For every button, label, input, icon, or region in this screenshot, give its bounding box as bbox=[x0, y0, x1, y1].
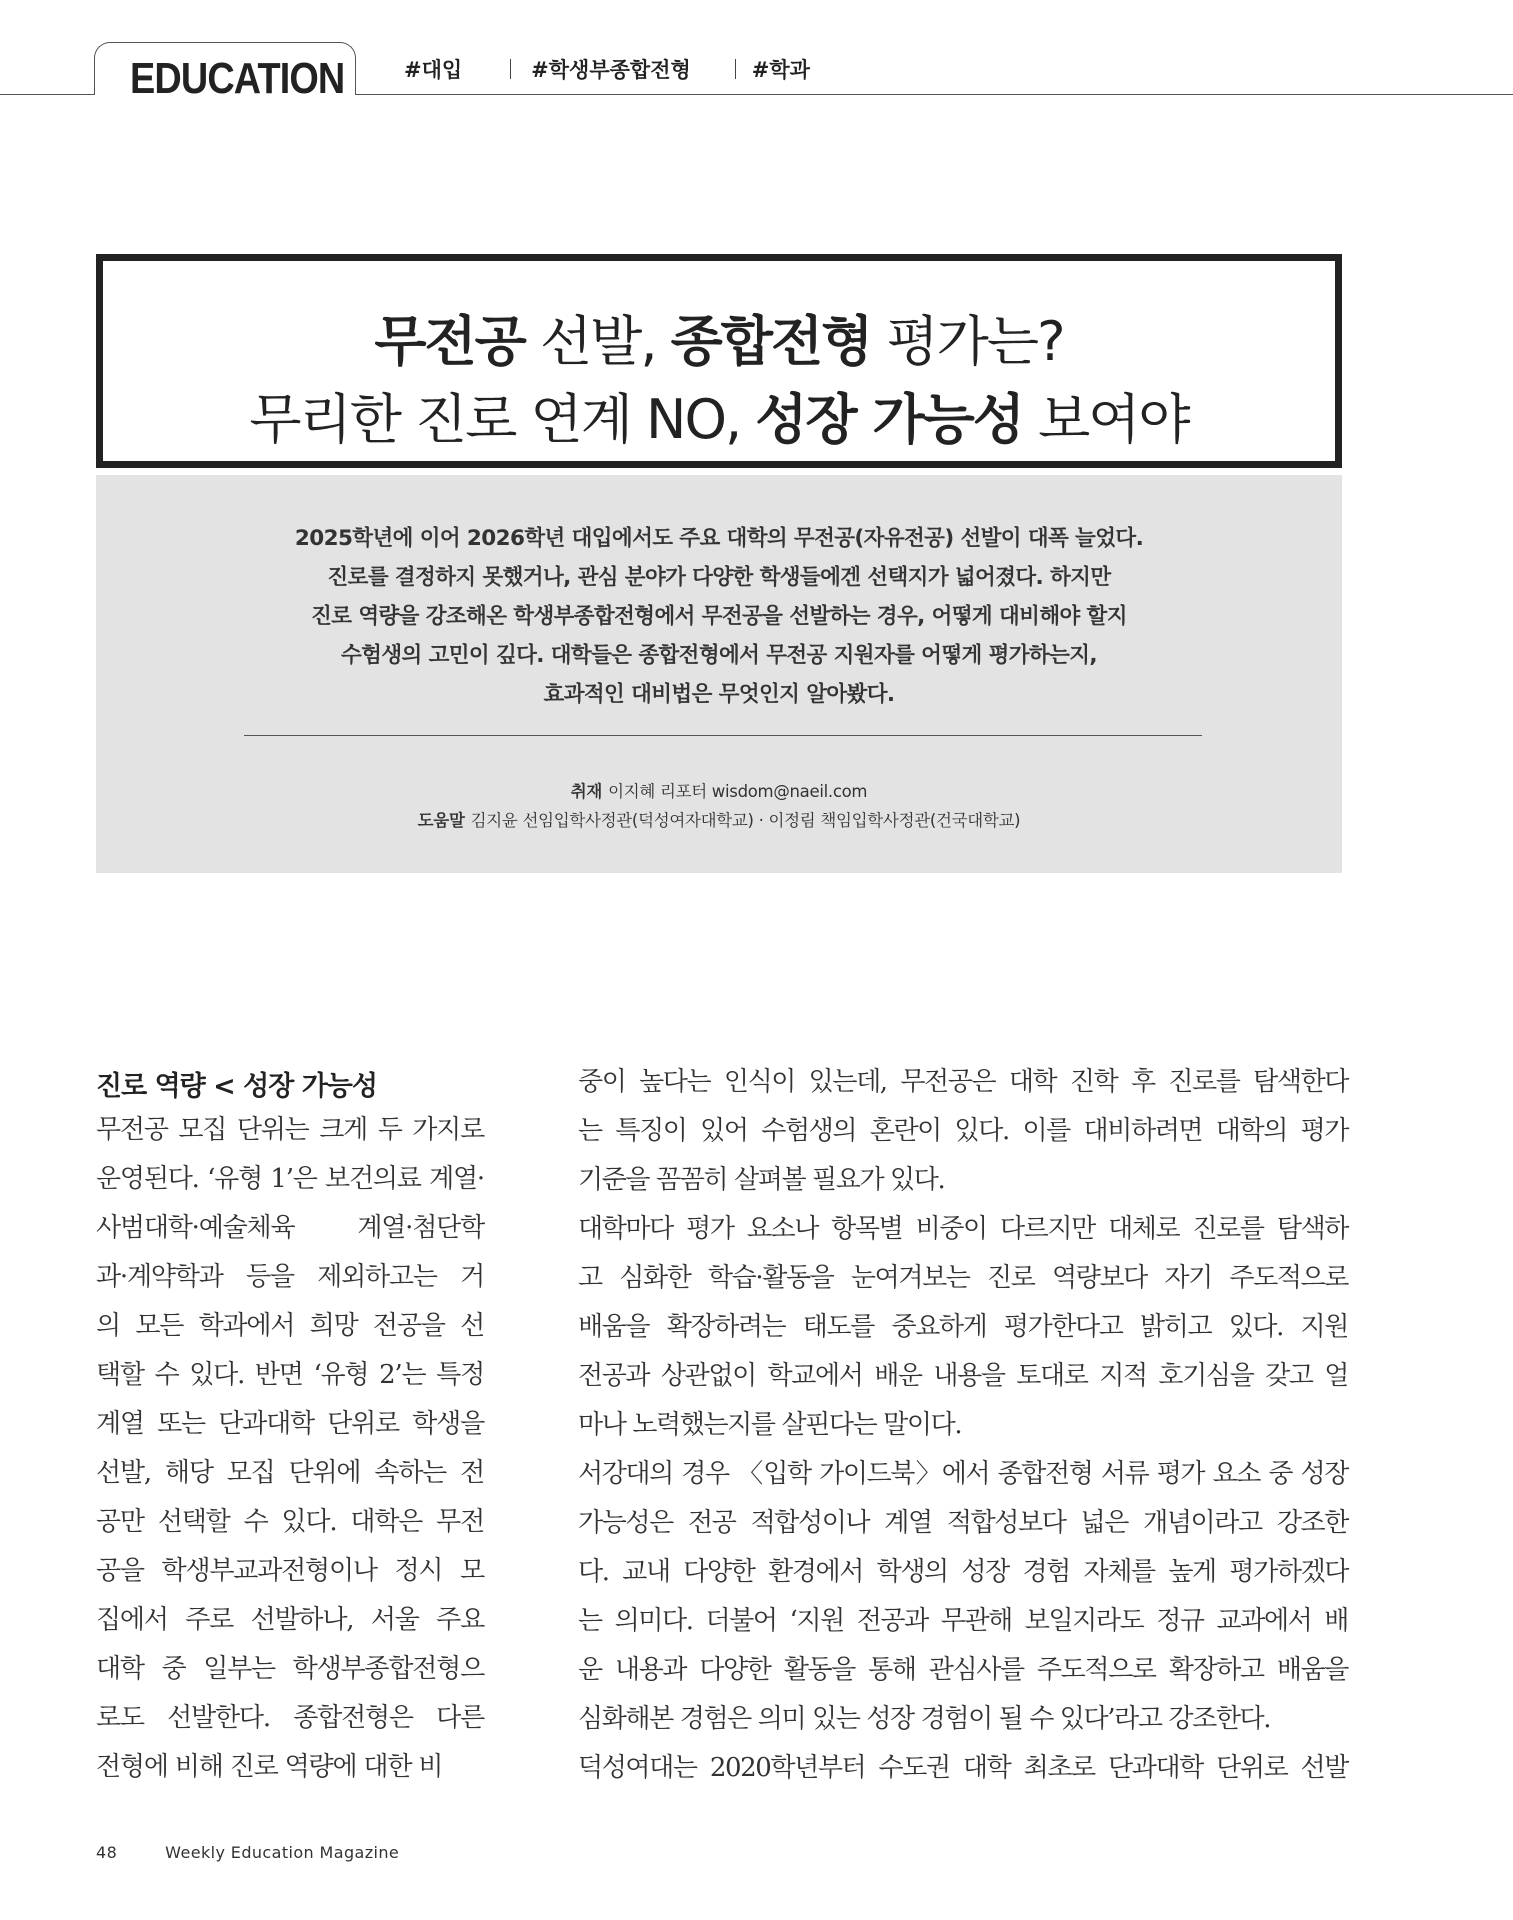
tag-item: #학생부종합전형 bbox=[531, 58, 691, 82]
advisor-label: 도움말 bbox=[417, 811, 465, 830]
reporter-credit bbox=[96, 777, 1342, 806]
body-line: 고 심화한 학습·활동을 눈여겨보는 진로 역량보다 자기 주도적으로 bbox=[578, 1263, 1348, 1293]
tag-item: #학과 bbox=[751, 58, 810, 82]
body-column-left bbox=[96, 1106, 484, 1792]
body-line: 집에서 주로 선발하나, 서울 주요 bbox=[96, 1605, 484, 1635]
reporter-name: 이지혜 리포터 wisdom@naeil.com bbox=[608, 782, 868, 801]
body-line: 무전공 모집 단위는 크게 두 가지로 bbox=[96, 1115, 484, 1145]
advisor-credit bbox=[96, 806, 1342, 835]
body-line: 덕성여대는 2020학년부터 수도권 대학 최초로 단과대학 단위로 선발 bbox=[578, 1753, 1348, 1783]
lead-line: 진로 역량을 강조해온 학생부종합전형에서 무전공을 선발하는 경우, 어떻게 대비해야 할지 bbox=[311, 604, 1127, 629]
lead-line: 효과적인 대비법은 무엇인지 알아봤다. bbox=[543, 682, 895, 707]
tag-divider bbox=[510, 59, 511, 79]
headline-segment: 평가는? bbox=[871, 310, 1064, 373]
body-line: 사범대학·예술체육 계열·첨단학 bbox=[96, 1213, 484, 1243]
section-label: EDUCATION bbox=[130, 54, 345, 103]
body-line: 과·계약학과 등을 제외하고는 거 bbox=[96, 1262, 484, 1292]
headline-box bbox=[96, 254, 1342, 468]
lead-line: 수험생의 고민이 깊다. 대학들은 종합전형에서 무전공 지원자를 어떻게 평가하는지, bbox=[341, 643, 1097, 668]
tag-divider bbox=[735, 59, 736, 79]
body-line: 는 특징이 있어 수험생의 혼란이 있다. 이를 대비하려면 대학의 평가 bbox=[578, 1116, 1348, 1146]
page-number: 48 bbox=[96, 1843, 118, 1862]
body-column-right bbox=[578, 1058, 1348, 1793]
tag-item: #대입 bbox=[404, 58, 463, 82]
advisor-names: 김지윤 선임입학사정관(덕성여자대학교) · 이정림 책임입학사정관(건국대학교) bbox=[470, 811, 1021, 830]
body-line: 배움을 확장하려는 태도를 중요하게 평가한다고 밝히고 있다. 지원 bbox=[578, 1312, 1348, 1342]
lead-line: 2025학년에 이어 2026학년 대입에서도 주요 대학의 무전공(자유전공) 선발이 대폭 늘었다. bbox=[294, 526, 1144, 551]
body-line: 전형에 비해 진로 역량에 대한 비 bbox=[96, 1752, 443, 1782]
tag-list bbox=[404, 54, 810, 84]
headline-segment: 무전공 bbox=[374, 310, 525, 373]
body-line: 운영된다. ‘유형 1’은 보건의료 계열· bbox=[96, 1164, 484, 1194]
summary-divider bbox=[244, 735, 1202, 736]
credits bbox=[96, 777, 1342, 835]
body-line: 계열 또는 단과대학 단위로 학생을 bbox=[96, 1409, 484, 1439]
body-line: 로도 선발한다. 종합전형은 다른 bbox=[96, 1703, 484, 1733]
body-line: 대학 중 일부는 학생부종합전형으 bbox=[96, 1654, 484, 1684]
lead-paragraph bbox=[96, 519, 1342, 714]
headline-segment: 성장 가능성 bbox=[755, 388, 1023, 451]
body-line: 심화해본 경험은 의미 있는 성장 경험이 될 수 있다’라고 강조한다. bbox=[578, 1704, 1271, 1734]
body-line: 공을 학생부교과전형이나 정시 모 bbox=[96, 1556, 484, 1586]
body-line: 중이 높다는 인식이 있는데, 무전공은 대학 진학 후 진로를 탐색한다 bbox=[578, 1067, 1348, 1097]
body-line: 택할 수 있다. 반면 ‘유형 2’는 특정 bbox=[96, 1360, 484, 1390]
publication-name: Weekly Education Magazine bbox=[165, 1843, 400, 1862]
reporter-label: 취재 bbox=[570, 782, 603, 801]
body-line: 가능성은 전공 적합성이나 계열 적합성보다 넓은 개념이라고 강조한 bbox=[578, 1508, 1348, 1538]
section-subheading: 진로 역량 < 성장 가능성 bbox=[96, 1071, 377, 1102]
body-line: 서강대의 경우 〈입학 가이드북〉에서 종합전형 서류 평가 요소 중 성장 bbox=[578, 1459, 1348, 1489]
body-line: 전공과 상관없이 학교에서 배운 내용을 토대로 지적 호기심을 갖고 얼 bbox=[578, 1361, 1348, 1391]
page-footer bbox=[96, 1843, 399, 1862]
headline-segment: 종합전형 bbox=[670, 310, 872, 373]
body-line: 의 모든 학과에서 희망 전공을 선 bbox=[96, 1311, 484, 1341]
body-line: 운 내용과 다양한 활동을 통해 관심사를 주도적으로 확장하고 배움을 bbox=[578, 1655, 1348, 1685]
headline-segment: 보여야 bbox=[1022, 388, 1189, 451]
headline-segment: 선발, bbox=[524, 310, 671, 373]
body-line: 대학마다 평가 요소나 항목별 비중이 다르지만 대체로 진로를 탐색하 bbox=[578, 1214, 1348, 1244]
body-line: 기준을 꼼꼼히 살펴볼 필요가 있다. bbox=[578, 1165, 945, 1195]
body-line: 는 의미다. 더불어 ‘지원 전공과 무관해 보일지라도 정규 교과에서 배 bbox=[578, 1606, 1348, 1636]
body-line: 선발, 해당 모집 단위에 속하는 전 bbox=[96, 1458, 484, 1488]
body-line: 다. 교내 다양한 환경에서 학생의 성장 경험 자체를 높게 평가하겠다 bbox=[578, 1557, 1348, 1587]
summary-box bbox=[96, 475, 1342, 873]
lead-line: 진로를 결정하지 못했거나, 관심 분야가 다양한 학생들에겐 선택지가 넓어졌다. 하지만 bbox=[327, 565, 1111, 590]
body-line: 마나 노력했는지를 살핀다는 말이다. bbox=[578, 1410, 962, 1440]
headline-segment: 무리한 진로 연계 NO, bbox=[249, 388, 756, 451]
body-line: 공만 선택할 수 있다. 대학은 무전 bbox=[96, 1507, 484, 1537]
headline-line-1 bbox=[103, 299, 1335, 376]
headline-line-2 bbox=[103, 377, 1335, 454]
